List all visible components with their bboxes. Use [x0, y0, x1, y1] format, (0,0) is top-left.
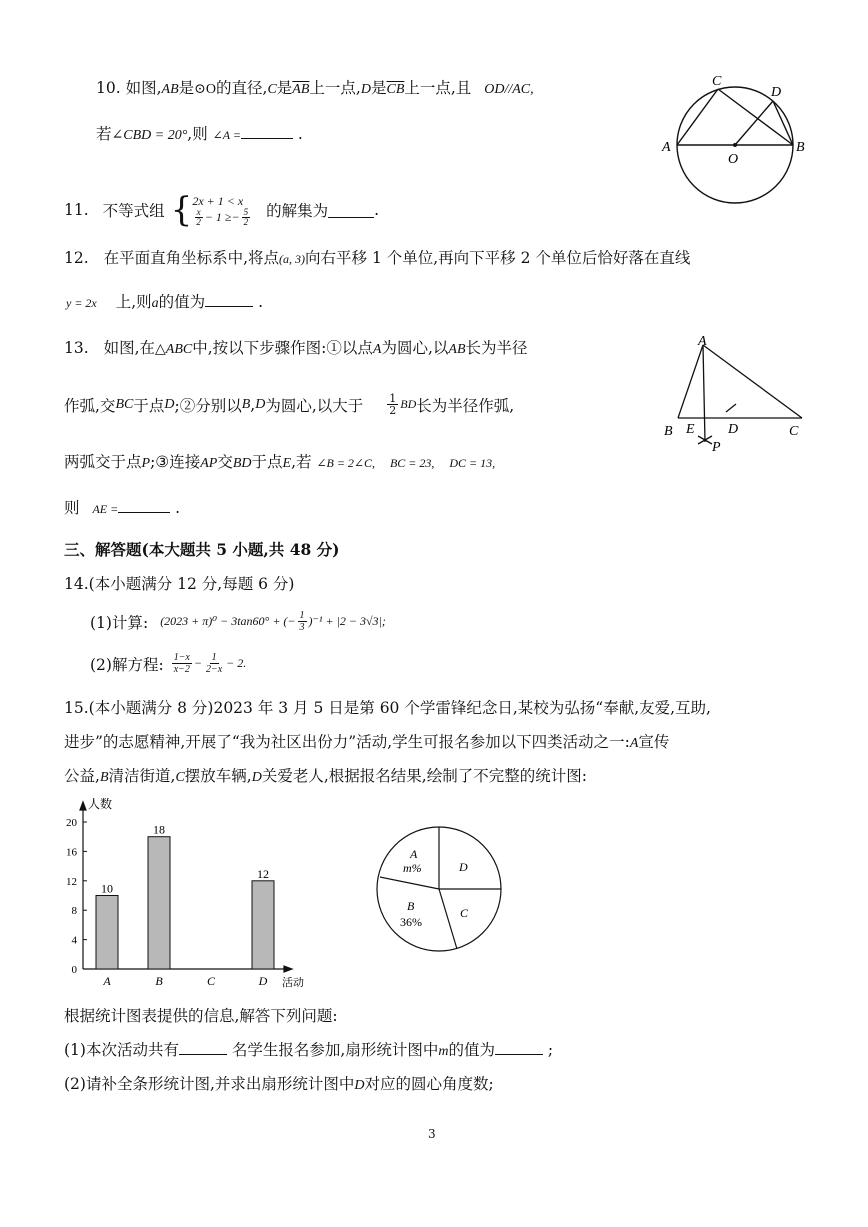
q14-part1: (1)计算: (2023 + π)⁰ − 3tan60° + (− $\frac{1}{3}$ )⁻¹ + |2 − 3√3|;: [90, 610, 386, 633]
q15-count-blank[interactable]: [179, 1040, 227, 1055]
q15-line3: 公益,B清洁街道,C摆放车辆,D关爱老人,根据报名结果,绘制了不完整的统计图:: [64, 767, 587, 785]
bar-ytick-label: 0: [71, 964, 77, 976]
q12-line2: y = 2x 上,则a的值为 .: [66, 293, 264, 311]
label-A: A: [662, 140, 671, 155]
label-E: E: [686, 422, 695, 437]
bar-ytick-label: 12: [66, 875, 77, 888]
bar-A: [96, 896, 118, 970]
label-C: C: [789, 424, 799, 439]
label-B: B: [664, 424, 673, 439]
bar-category-label: B: [155, 974, 163, 988]
pie-chart: [372, 822, 506, 956]
q15-line2: 进步”的志愿精神,开展了“我为社区出份力”活动,学生可报名参加以下四类活动之一:A宣传: [64, 733, 670, 751]
bar-D: [252, 881, 274, 969]
bar-x-arrow: [284, 966, 292, 972]
pie-slice-label-a: A: [410, 847, 418, 861]
label-D: D: [771, 85, 782, 100]
q12-line1: 12. 在平面直角坐标系中,将点(a, 3)向右平移 1 个单位,再向下平移 2 个单位后恰好落在直线: [64, 249, 691, 267]
label-D: D: [728, 422, 739, 437]
q15-intro: 根据统计图表提供的信息,解答下列问题:: [64, 1007, 338, 1025]
pie-slice-label-c: C: [460, 906, 469, 920]
bar-data-label: 10: [101, 881, 113, 896]
bar-data-label: 12: [257, 866, 269, 881]
q14-part2: (2)解方程: $\frac{1-x}{x-2}$ − $\frac{1}{2-x}$ − 2.: [90, 652, 247, 675]
q10-answer-blank[interactable]: [241, 124, 293, 139]
pie-slice-label-d: D: [459, 860, 468, 874]
bar-ylabel: 人数: [88, 797, 113, 811]
q10-line2: 若∠CBD = 20°,则 ∠A = .: [96, 125, 303, 143]
section-3-heading: 三、解答题(本大题共 5 小题,共 48 分): [64, 540, 340, 559]
bar-data-label: 18: [153, 822, 165, 837]
q15-line1: 15.(本小题满分 8 分)2023 年 3 月 5 日是第 60 个学雷锋纪念日,某校为弘扬“奉献,友爱,互助,: [64, 699, 711, 717]
q11-answer-blank[interactable]: [328, 203, 374, 218]
label-A: A: [698, 334, 707, 349]
q15-sub2: (2)请补全条形统计图,并求出扇形统计图中D对应的圆心角度数;: [64, 1075, 494, 1093]
q12-answer-blank[interactable]: [205, 292, 253, 307]
bar-B: [148, 837, 170, 969]
q13-line3: 两弧交于点P;③连接AP交BD于点E,若 ∠B = 2∠C, BC = 23, DC = 13,: [64, 453, 496, 471]
pie-slice-value-b: 36%: [400, 915, 422, 929]
bar-category-label: C: [206, 974, 216, 988]
bar-y-arrow: [80, 802, 86, 810]
q13-line1: 13. 如图,在△ABC中,按以下步骤作图:①以点A为圆心,以AB长为半径: [64, 339, 528, 357]
q10-circle-figure: [655, 70, 815, 210]
q14-header: 14.(本小题满分 12 分,每题 6 分): [64, 575, 295, 593]
pie-slice-label-b: B: [407, 899, 415, 913]
bar-ytick-label: 16: [66, 846, 77, 859]
bar-ytick-label: 20: [66, 817, 77, 829]
page-number: 3: [428, 1127, 436, 1141]
bar-category-label: D: [258, 974, 268, 988]
bar-ytick-label: 4: [71, 934, 77, 947]
q13-triangle-figure: [660, 330, 820, 460]
label-O: O: [728, 152, 739, 167]
q15-sub1: (1)本次活动共有 名学生报名参加,扇形统计图中m的值为 ;: [64, 1041, 554, 1059]
q11-line: 11. 不等式组 { 2x + 1 < x $\frac{x}{2}$ − 1 ≥− $\frac{5}{2}$ 的解集为 .: [64, 190, 380, 230]
pie-slice-value-a: m%: [403, 861, 422, 875]
bar-chart: [58, 796, 308, 996]
label-B: B: [796, 140, 805, 155]
q13-answer-blank[interactable]: [118, 498, 170, 513]
bar-category-label: A: [103, 974, 111, 988]
bar-ytick-label: 8: [71, 905, 77, 918]
label-C: C: [712, 74, 722, 89]
q13-line4: 则 AE = .: [64, 499, 181, 517]
q10-line1: 10. 如图,AB是⊙O的直径,C是$\overline{AB}$上一点,D是$\overline{CB}$上一点,且 OD//AC,: [96, 79, 534, 97]
bar-xlabel: 活动: [282, 977, 304, 989]
q15-m-blank[interactable]: [495, 1040, 543, 1055]
label-P: P: [712, 440, 721, 455]
q13-line2: 作弧,交 BC 于点 D ;②分别以 B , D 为圆心,以大于 $\frac{1}{2}$ BD 长为半径作弧,: [64, 392, 515, 417]
